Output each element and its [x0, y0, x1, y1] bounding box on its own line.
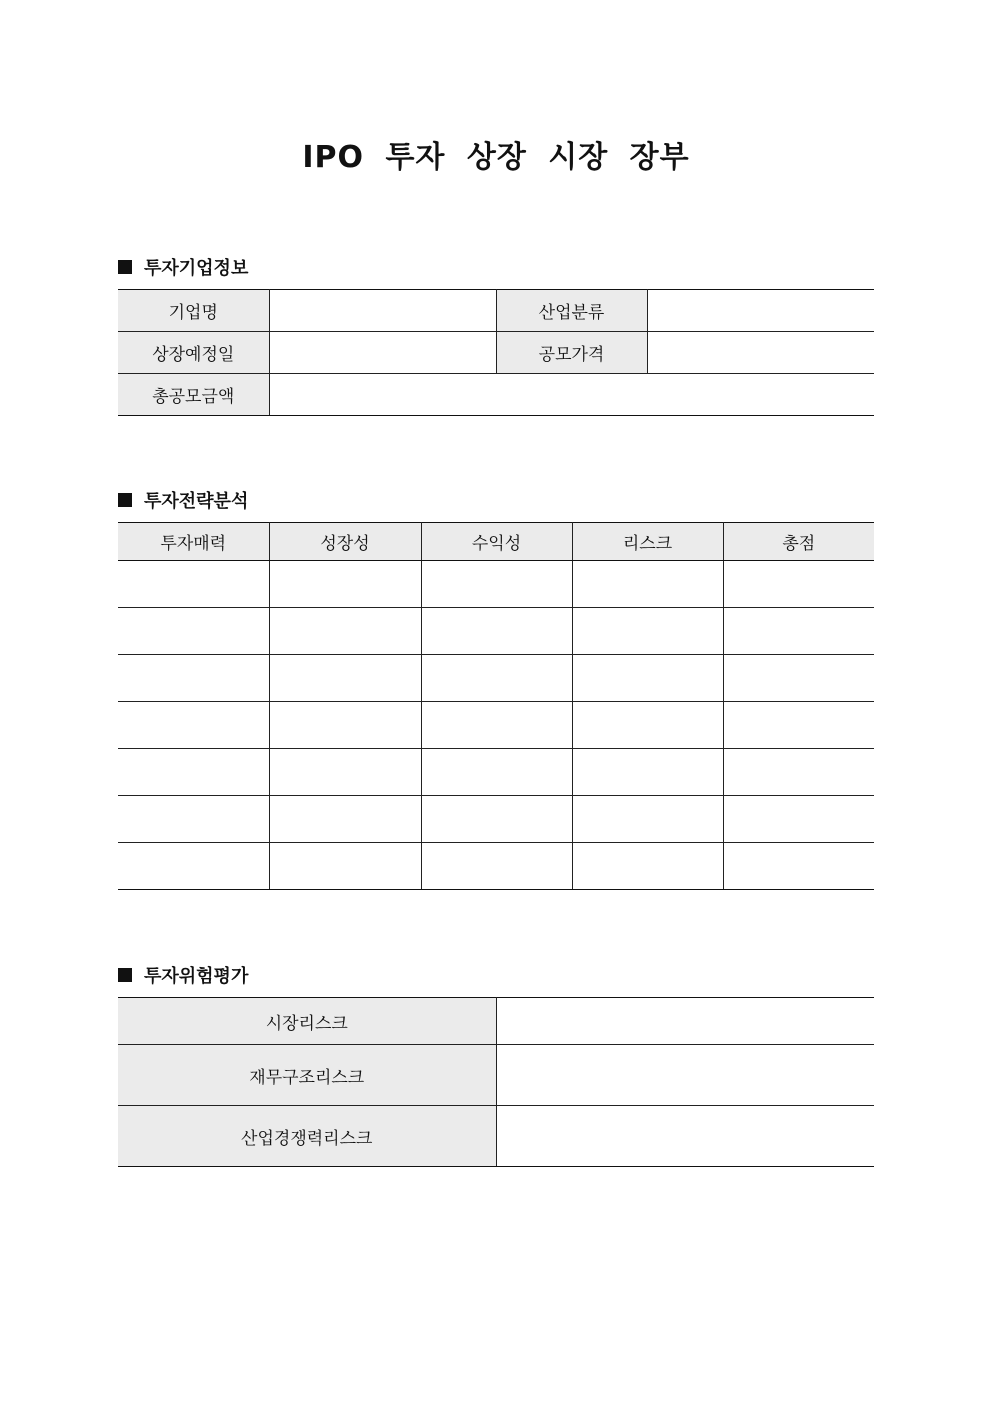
offer-price-field[interactable] — [647, 332, 874, 374]
cell-growth[interactable] — [269, 561, 421, 608]
cell-risk[interactable] — [572, 749, 723, 796]
cell-total-score[interactable] — [723, 843, 874, 890]
table-row — [118, 561, 874, 608]
column-header-attractiveness: 투자매력 — [118, 523, 269, 561]
total-offering-field[interactable] — [269, 374, 874, 416]
cell-profitability[interactable] — [421, 561, 572, 608]
cell-attractiveness[interactable] — [118, 655, 269, 702]
section-heading-company — [118, 254, 248, 280]
cell-profitability[interactable] — [421, 843, 572, 890]
listing-date-field[interactable] — [269, 332, 496, 374]
cell-risk[interactable] — [572, 608, 723, 655]
total-offering-label: 총공모금액 — [118, 374, 269, 416]
financial-structure-risk-field[interactable] — [496, 1045, 874, 1106]
cell-growth[interactable] — [269, 655, 421, 702]
square-bullet-icon — [118, 968, 132, 982]
cell-profitability[interactable] — [421, 702, 572, 749]
column-header-total-score: 총점 — [723, 523, 874, 561]
cell-profitability[interactable] — [421, 749, 572, 796]
cell-total-score[interactable] — [723, 655, 874, 702]
cell-attractiveness[interactable] — [118, 702, 269, 749]
table-row — [118, 655, 874, 702]
listing-date-label: 상장예정일 — [118, 332, 269, 374]
cell-growth[interactable] — [269, 843, 421, 890]
strategy-analysis-table — [118, 522, 874, 890]
cell-total-score[interactable] — [723, 749, 874, 796]
market-risk-field[interactable] — [496, 998, 874, 1045]
industry-competitiveness-risk-label: 산업경쟁력리스크 — [118, 1106, 496, 1167]
cell-risk[interactable] — [572, 655, 723, 702]
cell-growth[interactable] — [269, 608, 421, 655]
cell-attractiveness[interactable] — [118, 796, 269, 843]
cell-growth[interactable] — [269, 796, 421, 843]
cell-total-score[interactable] — [723, 608, 874, 655]
risk-assessment-table — [118, 997, 874, 1167]
section-heading-label: 투자위험평가 — [144, 966, 249, 987]
cell-total-score[interactable] — [723, 561, 874, 608]
financial-structure-risk-label: 재무구조리스크 — [118, 1045, 496, 1106]
cell-risk[interactable] — [572, 702, 723, 749]
cell-growth[interactable] — [269, 702, 421, 749]
cell-risk[interactable] — [572, 796, 723, 843]
column-header-risk: 리스크 — [572, 523, 723, 561]
square-bullet-icon — [118, 493, 132, 507]
square-bullet-icon — [118, 260, 132, 274]
cell-risk[interactable] — [572, 561, 723, 608]
cell-profitability[interactable] — [421, 608, 572, 655]
section-heading-strategy — [118, 487, 248, 513]
table-row — [118, 843, 874, 890]
cell-attractiveness[interactable] — [118, 608, 269, 655]
table-row — [118, 796, 874, 843]
market-risk-label: 시장리스크 — [118, 998, 496, 1045]
industry-competitiveness-risk-field[interactable] — [496, 1106, 874, 1167]
company-name-label: 기업명 — [118, 290, 269, 332]
cell-profitability[interactable] — [421, 796, 572, 843]
cell-total-score[interactable] — [723, 796, 874, 843]
section-heading-label: 투자전략분석 — [144, 491, 249, 512]
section-heading-label: 투자기업정보 — [144, 258, 249, 279]
company-info-table — [118, 289, 874, 416]
cell-attractiveness[interactable] — [118, 561, 269, 608]
cell-total-score[interactable] — [723, 702, 874, 749]
cell-risk[interactable] — [572, 843, 723, 890]
page-title: IPO 투자 상장 시장 장부 — [302, 140, 690, 175]
table-row — [118, 608, 874, 655]
cell-profitability[interactable] — [421, 655, 572, 702]
cell-growth[interactable] — [269, 749, 421, 796]
table-row — [118, 702, 874, 749]
column-header-growth: 성장성 — [269, 523, 421, 561]
industry-field[interactable] — [647, 290, 874, 332]
offer-price-label: 공모가격 — [496, 332, 647, 374]
table-row — [118, 749, 874, 796]
cell-attractiveness[interactable] — [118, 749, 269, 796]
cell-attractiveness[interactable] — [118, 843, 269, 890]
section-heading-risk — [118, 962, 248, 988]
company-name-field[interactable] — [269, 290, 496, 332]
industry-label: 산업분류 — [496, 290, 647, 332]
column-header-profitability: 수익성 — [421, 523, 572, 561]
